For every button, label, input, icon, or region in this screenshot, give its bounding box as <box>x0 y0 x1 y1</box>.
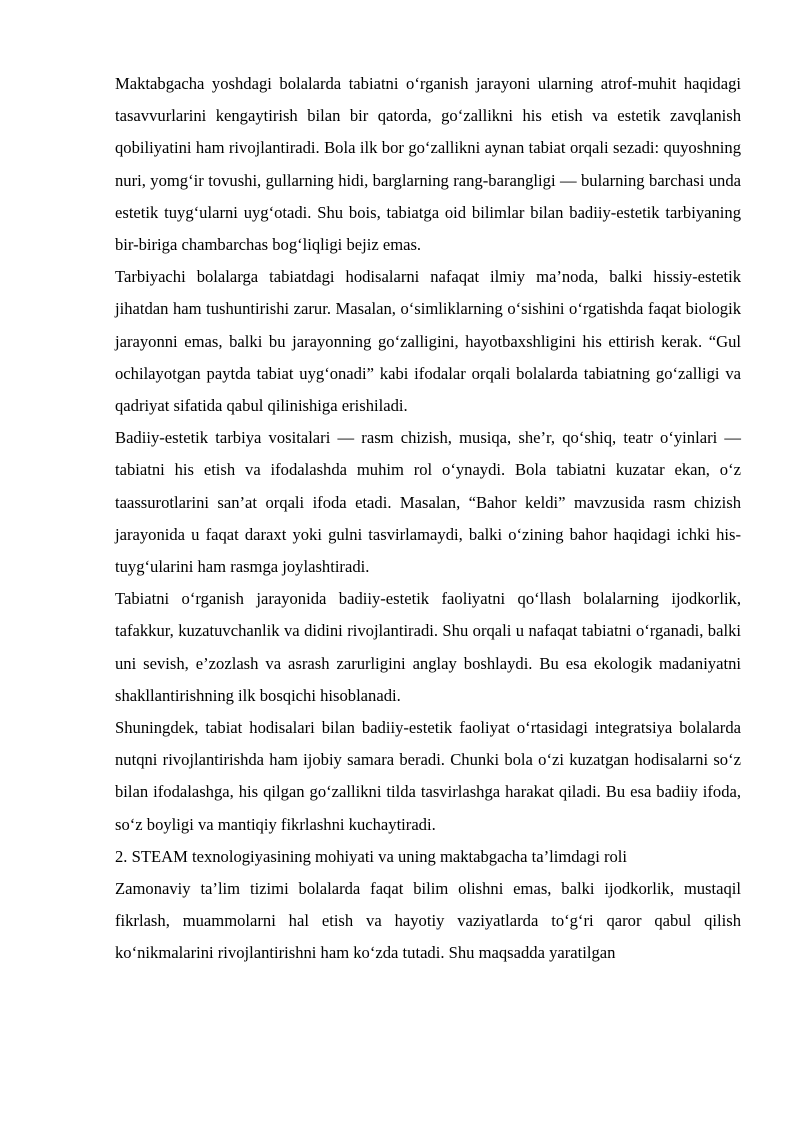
paragraph-teacher-role: Tarbiyachi bolalarga tabiatdagi hodisalarni nafaqat ilmiy ma’noda, balki hissiy-estetik jihatdan ham tushuntirishi zarur. Masalan, o‘simliklarning o‘sishini o‘rgatishda faqat biologik jarayonni emas, balki bu jarayonning go‘zalligini, hayotbaxshligini his ettirish kerak. “Gul ochilayotgan paytda tabiat uyg‘onadi” kabi ifodalar orqali bolalarda tabiatning go‘zalligi va qadriyat sifatida qabul qilinishiga erishiladi. <box>115 267 741 416</box>
paragraph-speech-development: Shuningdek, tabiat hodisalari bilan badiiy-estetik faoliyat o‘rtasidagi integratsiya bolalarda nutqni rivojlantirishda ham ijobiy samara beradi. Chunki bola o‘zi kuzatgan hodisalarni so‘z bilan ifodalashga, his qilgan go‘zallikni tilda tasvirlashga harakat qiladi. Bu esa badiiy ifoda, so‘z boyligi va mantiqiy fikrlashni kuchaytiradi. <box>115 718 741 834</box>
paragraph-creative-activity: Tabiatni o‘rganish jarayonida badiiy-estetik faoliyatni qo‘llash bolalarning ijodkorlik, tafakkur, kuzatuvchanlik va didini rivojlantiradi. Shu orqali u nafaqat tabiatni o‘rganadi, balki uni sevish, e’zozlash va asrash zarurligini anglay boshlaydi. Bu esa ekologik madaniyatni shakllantirishning ilk bosqichi hisoblanadi. <box>115 589 741 705</box>
paragraph-art-means: Badiiy-estetik tarbiya vositalari — rasm chizish, musiqa, she’r, qo‘shiq, teatr o‘yinlari — tabiatni his etish va ifodalashda muhim rol o‘ynaydi. Bola tabiatni kuzatar ekan, o‘z taassurotlarini san’at orqali ifoda etadi. Masalan, “Bahor keldi” mavzusida rasm chizish jarayonida u faqat daraxt yoki gulni tasvirlamaydi, balki o‘zining bahor haqidagi ichki his-tuyg‘ularini ham rasmga joylashtiradi. <box>115 428 741 577</box>
paragraph-nature-aesthetics: Maktabgacha yoshdagi bolalarda tabiatni o‘rganish jarayoni ularning atrof-muhit haqidagi tasavvurlarini kengaytirish bilan bir qatorda, go‘zallikni his etish va estetik zavqlanish qobiliyatini ham rivojlantiradi. Bola ilk bor go‘zallikni aynan tabiat orqali sezadi: quyoshning nuri, yomg‘ir tovushi, gullarning hidi, barglarning rang-barangligi — bularning barchasi unda estetik tuyg‘ularni uyg‘otadi. Shu bois, tabiatga oid bilimlar bilan badiiy-estetik tarbiyaning bir-biriga chambarchas bog‘liqligi bejiz emas. <box>115 74 741 255</box>
document-page <box>115 68 741 970</box>
section-heading: 2. STEAM texnologiyasining mohiyati va uning maktabgacha ta’limdagi roli <box>115 846 628 866</box>
paragraph-modern-education: Zamonaviy ta’lim tizimi bolalarda faqat bilim olishni emas, balki ijodkorlik, mustaqil fikrlash, muammolarni hal etish va hayotiy vaziyatlarda to‘g‘ri qaror qabul qilish ko‘nikmalarini rivojlantirishni ham ko‘zda tutadi. Shu maqsadda yaratilgan <box>115 879 741 963</box>
